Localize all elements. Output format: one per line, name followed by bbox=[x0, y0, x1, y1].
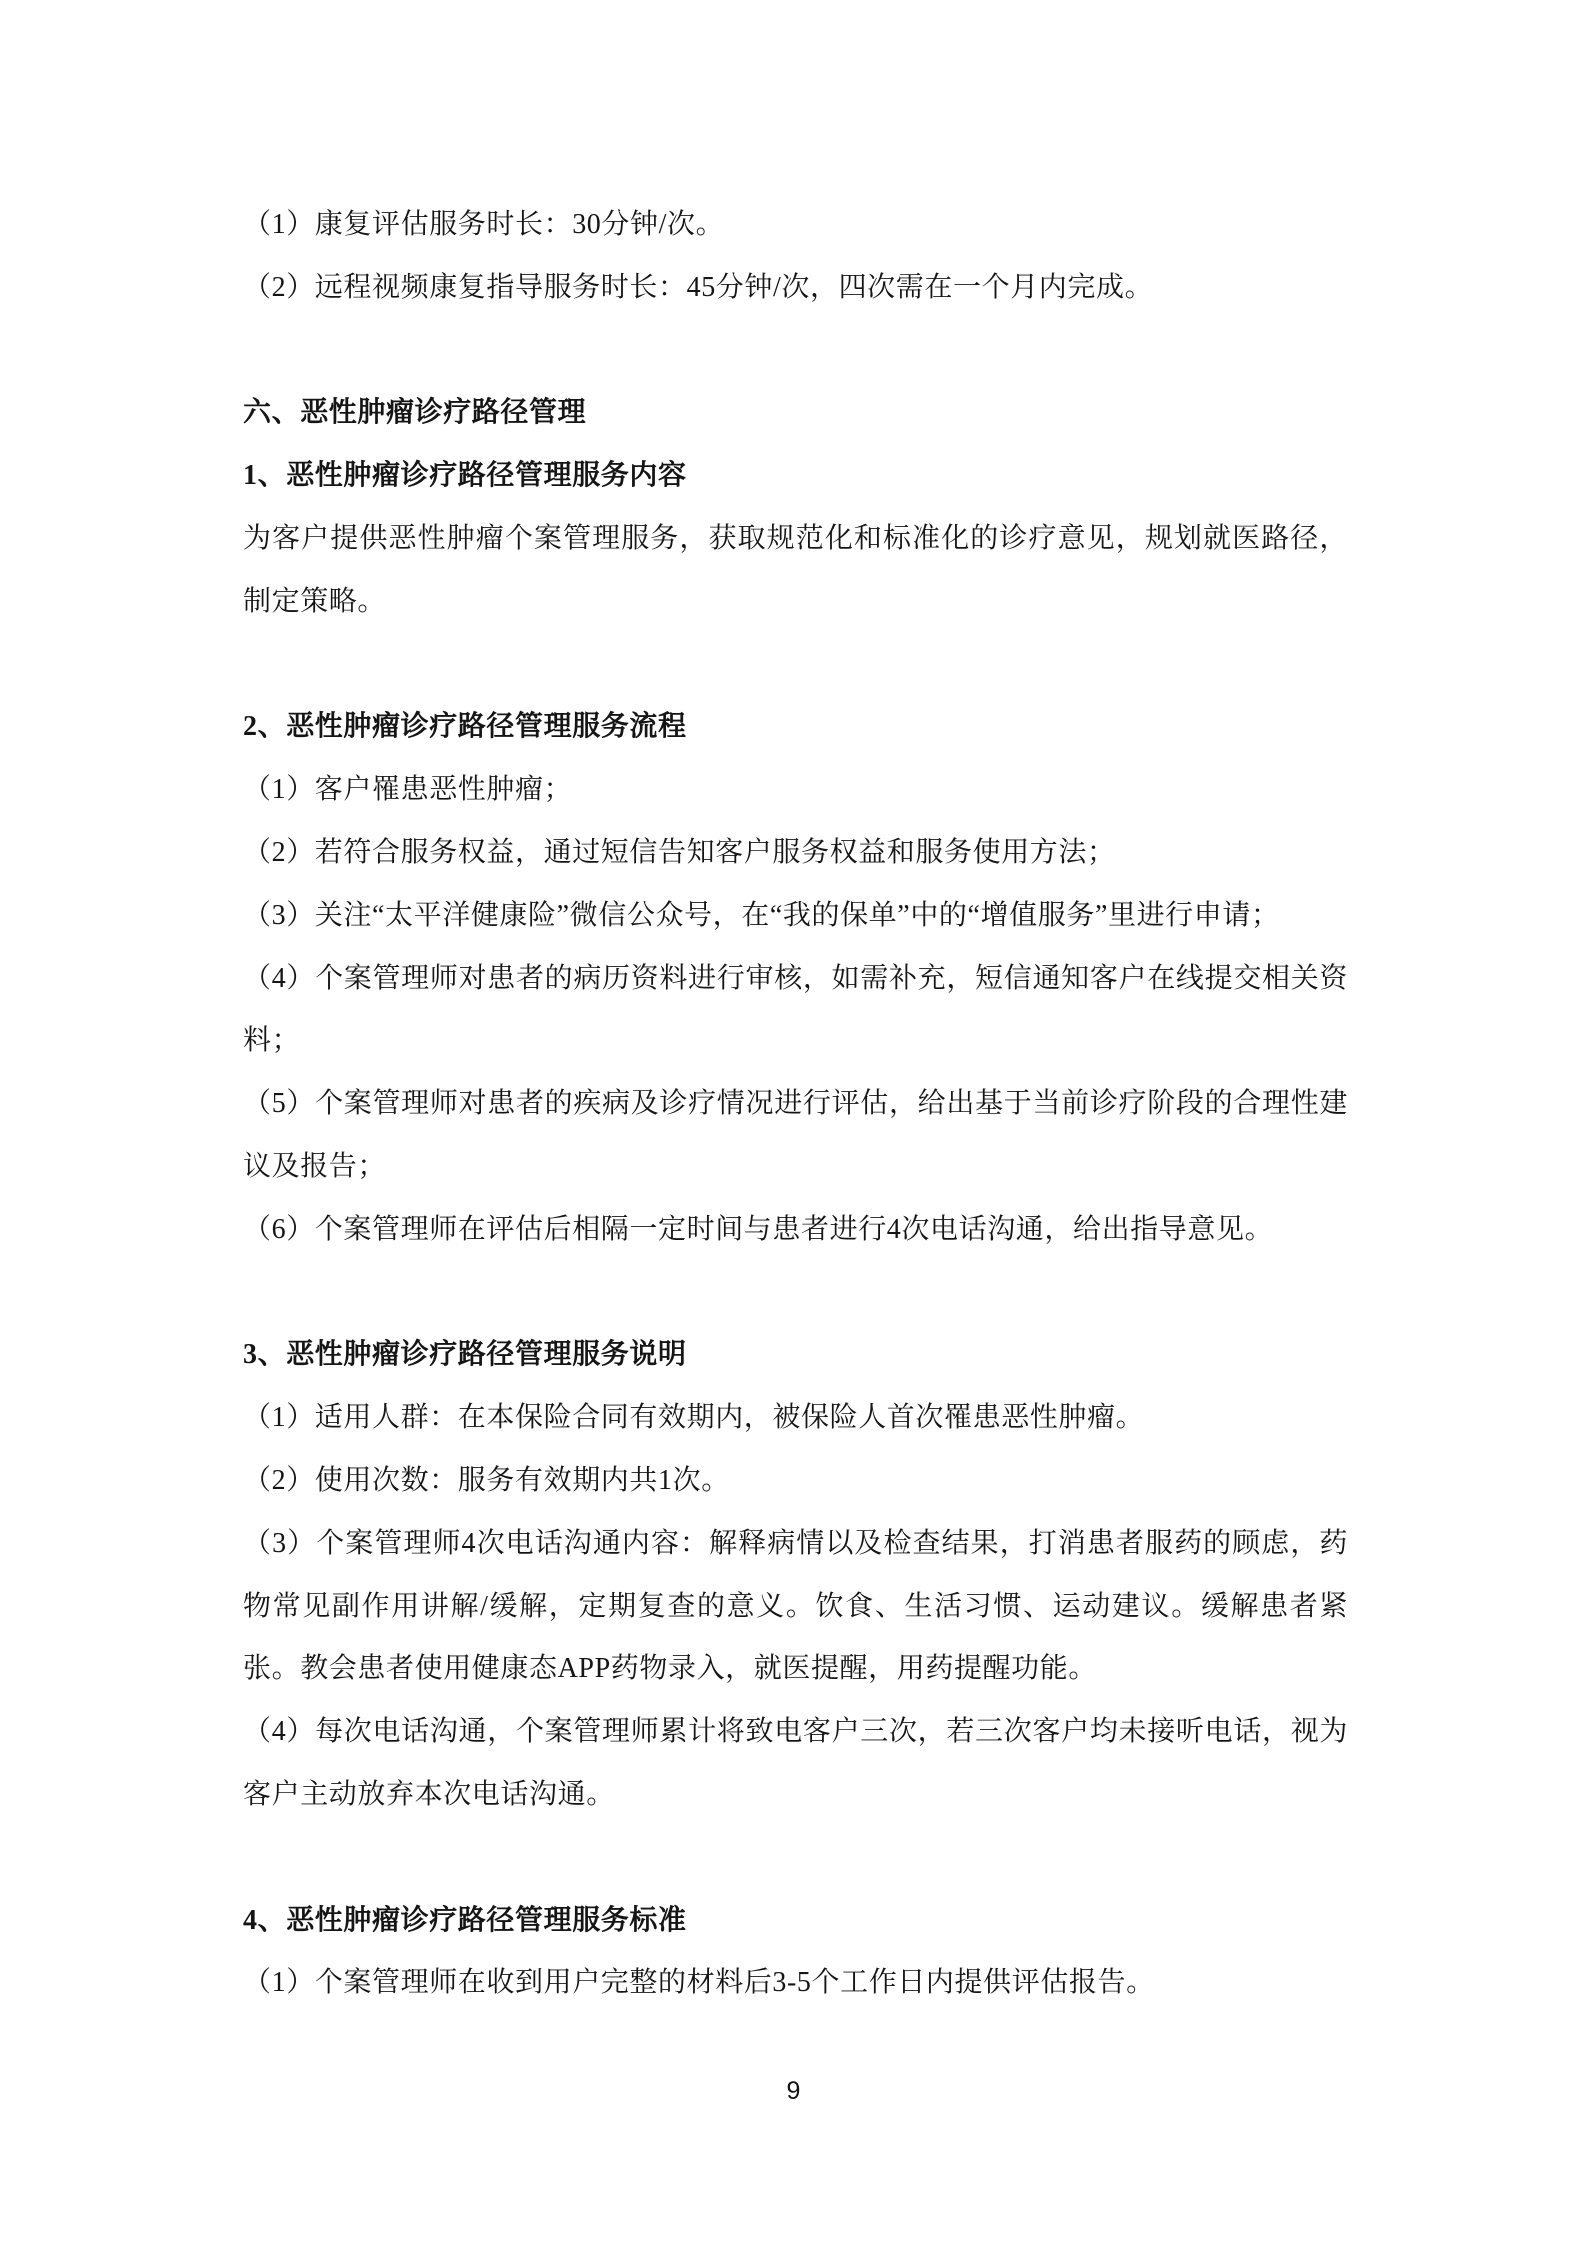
sub-heading: 1、恶性肿瘤诊疗路径管理服务内容 bbox=[243, 460, 687, 492]
list-item: （6）个案管理师在评估后相隔一定时间与患者进行4次电话沟通，给出指导意见。 bbox=[243, 1213, 1274, 1245]
list-item: （2）若符合服务权益，通过短信告知客户服务权益和服务使用方法； bbox=[243, 836, 1116, 868]
list-item: （1）适用人群：在本保险合同有效期内，被保险人首次罹患恶性肿瘤。 bbox=[243, 1402, 1145, 1434]
page-body bbox=[243, 194, 1348, 2015]
list-item: （3）个案管理师4次电话沟通内容：解释病情以及检查结果，打消患者服药的顾虑，药物常见副作用讲解/缓解，定期复查的意义。饮食、生活习惯、运动建议。缓解患者紧张。教会患者使用健康态APP药物录入，就医提醒，用药提醒功能。 bbox=[243, 1527, 1348, 1685]
list-item: （1）康复评估服务时长：30分钟/次。 bbox=[243, 209, 725, 240]
sub-heading: 2、恶性肿瘤诊疗路径管理服务流程 bbox=[243, 711, 687, 743]
sub-heading: 3、恶性肿瘤诊疗路径管理服务说明 bbox=[243, 1339, 687, 1371]
paragraph: 为客户提供恶性肿瘤个案管理服务，获取规范化和标准化的诊疗意见，规划就医路径，制定策略。 bbox=[243, 522, 1348, 617]
sub-heading: 4、恶性肿瘤诊疗路径管理服务标准 bbox=[243, 1904, 687, 1936]
list-item: （4）每次电话沟通，个案管理师累计将致电客户三次，若三次客户均未接听电话，视为客户主动放弃本次电话沟通。 bbox=[243, 1716, 1348, 1810]
list-item: （1）个案管理师在收到用户完整的材料后3-5个工作日内提供评估报告。 bbox=[243, 1967, 1155, 1999]
list-item: （4）个案管理师对患者的病历资料进行审核，如需补充，短信通知客户在线提交相关资料； bbox=[243, 962, 1348, 1057]
list-item: （2）远程视频康复指导服务时长：45分钟/次，四次需在一个月内完成。 bbox=[243, 271, 1154, 303]
list-item: （1）客户罹患恶性肿瘤； bbox=[243, 774, 573, 806]
list-item: （5）个案管理师对患者的疾病及诊疗情况进行评估，给出基于当前诊疗阶段的合理性建议及报告； bbox=[243, 1088, 1348, 1182]
list-item: （3）关注“太平洋健康险”微信公众号，在“我的保单”中的“增值服务”里进行申请； bbox=[243, 899, 1280, 931]
section-heading: 六、恶性肿瘤诊疗路径管理 bbox=[243, 397, 587, 429]
list-item: （2）使用次数：服务有效期内共1次。 bbox=[243, 1464, 730, 1496]
page-number: 9 bbox=[786, 2077, 801, 2105]
